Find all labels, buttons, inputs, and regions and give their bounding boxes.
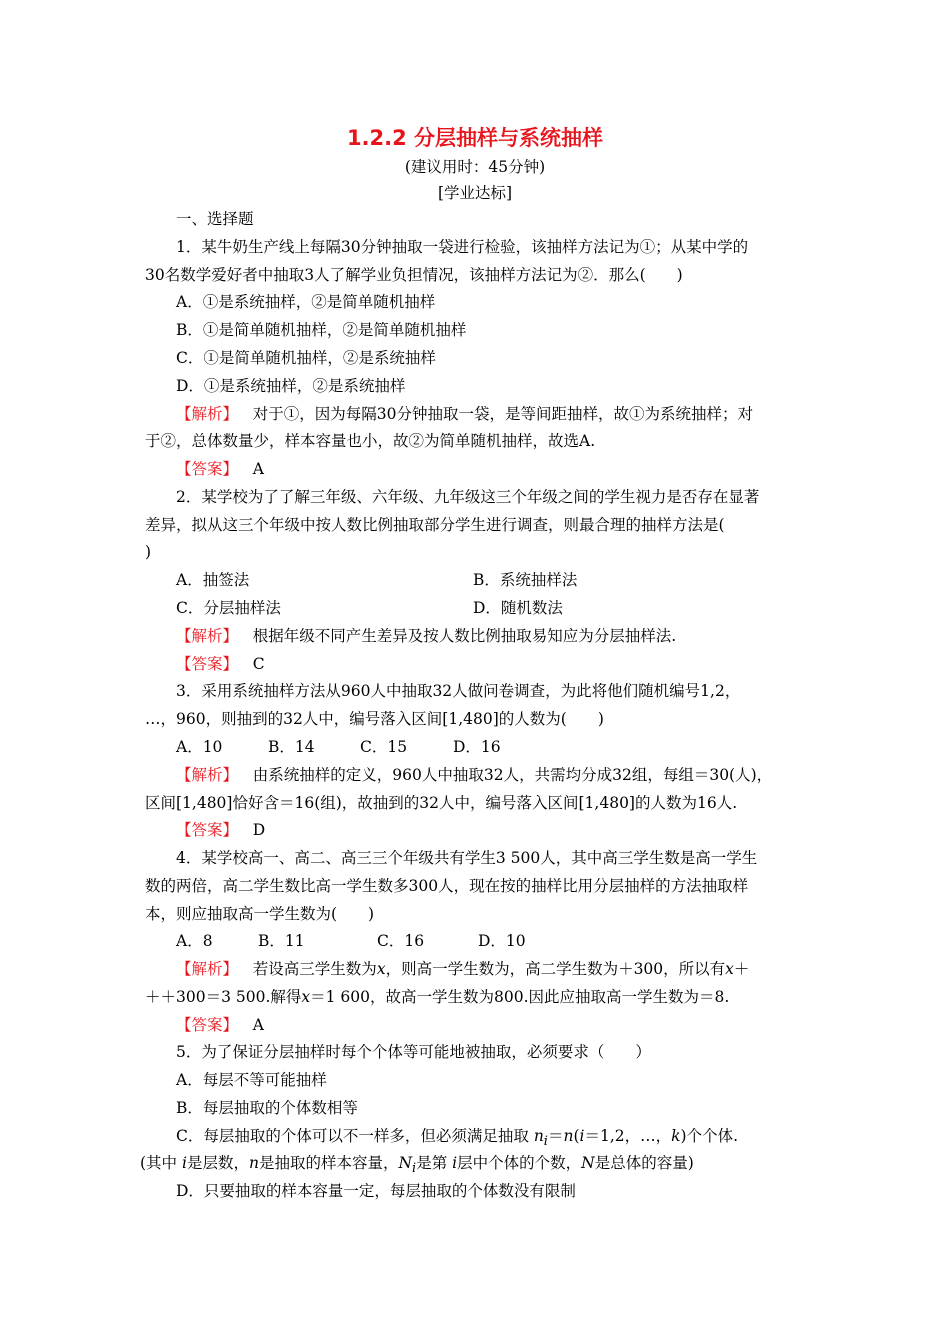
suggested-time: (建议用时：45分钟) bbox=[404, 158, 546, 176]
q5-option-c-note: (其中 i是层数，n是抽取的样本容量，$N_i$是第 i层中个体的个数，N是总体的容量) bbox=[140, 1154, 694, 1177]
variable-x: x bbox=[301, 988, 311, 1006]
q4-explanation-line1: 【解析】 若设高三学生数为x，则高一学生数为，高二学生数为＋300，所以有x＋ bbox=[176, 960, 750, 978]
q2-stem-line2: 差异，拟从这三个年级中按人数比例抽取部分学生进行调查，则最合理的抽样方法是( bbox=[145, 516, 725, 534]
q4-option-d: D．10 bbox=[478, 932, 526, 950]
q3-answer-value: D bbox=[252, 821, 266, 839]
analysis-tag: 【解析】 bbox=[176, 960, 239, 978]
analysis-tag: 【解析】 bbox=[176, 405, 239, 423]
q1-explanation-line2: 于②，总体数量少，样本容量也小，故②为简单随机抽样，故选A. bbox=[145, 432, 596, 450]
q3-explanation-line2: 区间[1,480]恰好含＝16(组)，故抽到的32人中，编号落入区间[1,480]的人数为16人. bbox=[145, 794, 738, 812]
q1-explanation-line1 bbox=[176, 404, 753, 424]
q3-answer bbox=[176, 820, 265, 840]
q1-answer bbox=[176, 459, 264, 479]
q3-option-a: A．10 bbox=[176, 738, 223, 756]
section-heading: 一、选择题 bbox=[176, 210, 254, 228]
q2-answer bbox=[176, 654, 265, 674]
q4-answer-value: A bbox=[252, 1016, 264, 1034]
answer-tag: 【答案】 bbox=[176, 655, 239, 673]
level-heading: [学业达标] bbox=[437, 184, 513, 202]
q4-option-a: A．8 bbox=[176, 932, 213, 950]
q2-stem-line3: ) bbox=[145, 543, 152, 561]
q3-option-c: C．15 bbox=[360, 738, 408, 756]
q3-option-b: B．14 bbox=[268, 738, 315, 756]
answer-tag: 【答案】 bbox=[176, 821, 239, 839]
q2-option-c: C．分层抽样法 bbox=[176, 599, 281, 617]
q1-explanation-text1: 对于①，因为每隔30分钟抽取一袋，是等间距抽样，故①为系统抽样；对 bbox=[252, 405, 754, 423]
q2-option-a: A．抽签法 bbox=[176, 571, 250, 589]
analysis-tag: 【解析】 bbox=[176, 766, 239, 784]
q2-option-d: D．随机数法 bbox=[473, 599, 563, 617]
q1-option-a: A．①是系统抽样，②是简单随机抽样 bbox=[176, 293, 436, 311]
q3-explanation-line1 bbox=[176, 765, 772, 785]
q5-option-d: D．只要抽取的样本容量一定，每层抽取的个体数没有限制 bbox=[176, 1182, 576, 1200]
answer-tag: 【答案】 bbox=[176, 460, 239, 478]
q4-option-c: C．16 bbox=[377, 932, 425, 950]
q3-explanation-text1: 由系统抽样的定义，960人中抽取32人，共需均分成32组，每组＝30(人)， bbox=[252, 766, 773, 784]
q2-explanation-text1: 根据年级不同产生差异及按人数比例抽取易知应为分层抽样法. bbox=[252, 627, 677, 645]
variable-x: x bbox=[376, 960, 386, 978]
q4-stem-line1: 4．某学校高一、高二、高三三个年级共有学生3 500人，其中高三学生数是高一学生 bbox=[176, 849, 758, 867]
q5-option-b: B．每层抽取的个体数相等 bbox=[176, 1099, 358, 1117]
q2-stem-line1: 2．某学校为了了解三年级、六年级、九年级这三个年级之间的学生视力是否存在显著 bbox=[176, 488, 760, 506]
q4-explanation-line2: ＋＋300＝3 500.解得x＝1 600，故高一学生数为800.因此应抽取高一学生数为＝8. bbox=[145, 988, 730, 1006]
q2-answer-value: C bbox=[252, 655, 265, 673]
q1-stem-line1: 1．某牛奶生产线上每隔30分钟抽取一袋进行检验，该抽样方法记为①；从某中学的 bbox=[176, 238, 749, 256]
q3-option-d: D．16 bbox=[453, 738, 501, 756]
answer-tag: 【答案】 bbox=[176, 1016, 239, 1034]
q2-option-b: B．系统抽样法 bbox=[473, 571, 578, 589]
q4-stem-line2: 数的两倍，高二学生数比高一学生数多300人，现在按的抽样比用分层抽样的方法抽取样 bbox=[145, 877, 749, 895]
q1-option-b: B．①是简单随机抽样，②是简单随机抽样 bbox=[176, 321, 467, 339]
variable-x: x bbox=[725, 960, 734, 978]
q5-stem-line1: 5．为了保证分层抽样时每个个体等可能地被抽取，必须要求（ ） bbox=[176, 1043, 651, 1061]
q3-stem-line1: 3．采用系统抽样方法从960人中抽取32人做问卷调查，为此将他们随机编号1,2， bbox=[176, 682, 741, 700]
q1-stem-line2: 30名数学爱好者中抽取3人了解学业负担情况，该抽样方法记为②．那么( ) bbox=[145, 266, 683, 284]
q4-answer bbox=[176, 1015, 264, 1035]
q1-answer-value: A bbox=[252, 460, 264, 478]
q5-option-a: A．每层不等可能抽样 bbox=[176, 1071, 327, 1089]
q5-option-c: C．每层抽取的个体可以不一样多，但必须满足抽取 $n_i=n(i=1,2$，…，k)个个体. bbox=[176, 1127, 739, 1150]
q3-stem-line2: …，960，则抽到的32人中，编号落入区间[1,480]的人数为( ) bbox=[145, 710, 604, 728]
q1-option-d: D．①是系统抽样，②是系统抽样 bbox=[176, 377, 406, 395]
q4-stem-line3: 本，则应抽取高一学生数为( ) bbox=[145, 905, 375, 923]
q1-option-c: C．①是简单随机抽样，②是系统抽样 bbox=[176, 349, 436, 367]
page-title: 1.2.2 分层抽样与系统抽样 bbox=[346, 126, 604, 150]
analysis-tag: 【解析】 bbox=[176, 627, 239, 645]
q2-explanation-line1 bbox=[176, 626, 676, 646]
q4-option-b: B．11 bbox=[258, 932, 305, 950]
